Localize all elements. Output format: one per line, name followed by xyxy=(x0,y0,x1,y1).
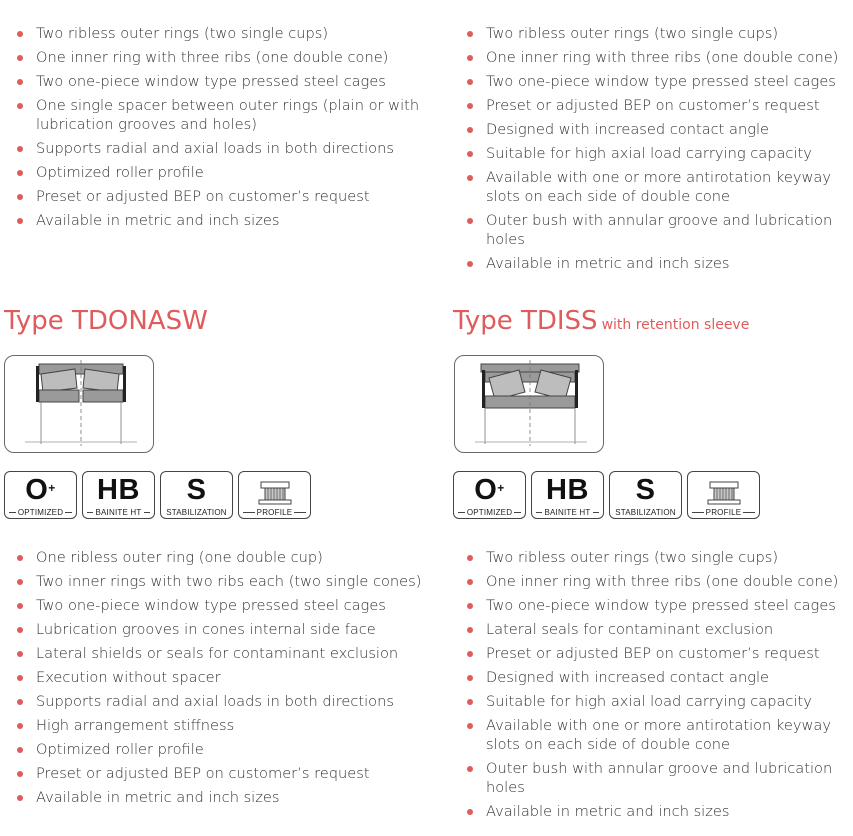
bullet-icon xyxy=(17,170,23,176)
list-item xyxy=(450,668,853,687)
list-item xyxy=(0,572,430,591)
bullet-icon xyxy=(17,103,23,109)
list-item-text: Available in metric and inch sizes xyxy=(486,803,730,821)
list-item xyxy=(450,692,853,711)
badge-caption: PROFILE xyxy=(705,508,742,517)
badge-symbol: O+ xyxy=(25,474,56,506)
bullet-icon xyxy=(17,603,23,609)
list-item xyxy=(0,48,430,67)
badge-stabilization xyxy=(160,471,233,519)
badge-caption: OPTIMIZED xyxy=(17,508,64,517)
list-item-text: High arrangement stiffness xyxy=(36,717,235,734)
list-item-text: Two ribless outer rings (two single cups) xyxy=(486,25,779,42)
bullet-icon xyxy=(17,194,23,200)
tdiss-bearing-diagram xyxy=(454,355,604,453)
list-item xyxy=(0,548,430,567)
list-item-text: Two one-piece window type pressed steel cages xyxy=(36,597,386,614)
list-item-text: Two one-piece window type pressed steel cages xyxy=(36,73,386,90)
bullet-icon xyxy=(467,151,473,157)
list-item-text: Designed with increased contact angle xyxy=(486,669,770,686)
list-item-text: Two inner rings with two ribs each (two single cones) xyxy=(36,573,422,590)
list-item xyxy=(0,211,430,230)
bullet-icon xyxy=(467,218,473,224)
bullet-icon xyxy=(467,31,473,37)
list-item xyxy=(0,187,430,206)
list-item xyxy=(0,788,430,807)
badge-symbol: O+ xyxy=(474,474,505,506)
bullet-icon xyxy=(17,699,23,705)
list-item xyxy=(450,72,853,91)
bullet-icon xyxy=(467,675,473,681)
profile-icon xyxy=(255,476,295,506)
list-item-text: Two ribless outer rings (two single cups) xyxy=(36,25,329,42)
list-item xyxy=(0,764,430,783)
bullet-icon xyxy=(467,809,473,815)
list-item-text: Available in metric and inch sizes xyxy=(486,255,730,273)
list-item-text: Available in metric and inch sizes xyxy=(36,212,280,230)
list-item-text: Designed with increased contact angle xyxy=(486,121,770,138)
bullet-icon xyxy=(467,55,473,61)
list-item xyxy=(450,548,853,567)
bullet-icon xyxy=(17,31,23,37)
list-item-text: Two one-piece window type pressed steel cages xyxy=(486,73,836,90)
tdonasw-feature-section xyxy=(0,548,430,812)
badge-stabilization xyxy=(609,471,682,519)
list-item xyxy=(450,144,853,163)
bullet-icon xyxy=(467,699,473,705)
list-item-text: Suitable for high axial load carrying capacity xyxy=(486,145,812,162)
list-item-text: One ribless outer ring (one double cup) xyxy=(36,549,323,566)
badge-profile xyxy=(238,471,311,519)
tdonasw-bearing-drawing xyxy=(5,356,152,451)
badge-symbol: HB xyxy=(546,474,589,506)
list-item xyxy=(450,168,853,206)
list-item-text: Two ribless outer rings (two single cups) xyxy=(486,549,779,566)
badge-bainite-ht xyxy=(82,471,155,519)
badge-symbol: HB xyxy=(97,474,140,506)
list-item xyxy=(0,596,430,615)
list-item xyxy=(0,620,430,639)
badge-caption: OPTIMIZED xyxy=(466,508,513,517)
tdonasw-title xyxy=(4,306,208,336)
list-item xyxy=(450,802,853,821)
bullet-icon xyxy=(467,579,473,585)
list-item-text: Preset or adjusted BEP on customer’s request xyxy=(486,97,820,114)
bullet-icon xyxy=(467,651,473,657)
top-right-feature-section xyxy=(450,24,853,278)
list-item xyxy=(0,668,430,687)
list-item xyxy=(0,139,430,158)
list-item xyxy=(450,96,853,115)
bullet-icon xyxy=(467,127,473,133)
tdiss-feature-badges xyxy=(453,471,760,519)
list-item-text: Lubrication grooves in cones internal side face xyxy=(36,621,376,638)
badge-profile xyxy=(687,471,760,519)
tdiss-bearing-drawing xyxy=(455,356,602,451)
list-item xyxy=(0,96,430,134)
tdiss-feature-section xyxy=(450,548,853,826)
list-item-text: Optimized roller profile xyxy=(36,741,204,758)
tdonasw-feature-badges xyxy=(4,471,311,519)
bullet-icon xyxy=(17,747,23,753)
list-item xyxy=(450,716,853,754)
bullet-icon xyxy=(467,723,473,729)
bullet-icon xyxy=(467,555,473,561)
list-item-text: Lateral shields or seals for contaminant exclusion xyxy=(36,645,399,662)
list-item xyxy=(450,120,853,139)
badge-bainite-ht xyxy=(531,471,604,519)
list-item xyxy=(0,72,430,91)
bullet-icon xyxy=(17,579,23,585)
list-item-text: Outer bush with annular groove and lubrication holes xyxy=(486,760,833,797)
tdiss-title-text: Type TDISS xyxy=(453,306,598,336)
bullet-icon xyxy=(467,261,473,267)
list-item-text: Lateral seals for contaminant exclusion xyxy=(486,621,774,638)
list-item xyxy=(450,48,853,67)
badge-caption: PROFILE xyxy=(256,508,293,517)
bullet-icon xyxy=(467,175,473,181)
list-item-text: Available with one or more antirotation keyway slots on each side of double cone xyxy=(486,169,831,206)
badge-optimized xyxy=(4,471,77,519)
bullet-icon xyxy=(467,766,473,772)
list-item xyxy=(450,254,853,273)
list-item xyxy=(450,596,853,615)
list-item xyxy=(450,759,853,797)
top-left-feature-list xyxy=(0,24,430,230)
bullet-icon xyxy=(17,146,23,152)
badge-symbol: S xyxy=(635,474,656,506)
list-item-text: Outer bush with annular groove and lubrication holes xyxy=(486,212,833,249)
bullet-icon xyxy=(467,79,473,85)
list-item-text: Available with one or more antirotation keyway slots on each side of double cone xyxy=(486,717,831,754)
badge-caption: STABILIZATION xyxy=(615,508,676,517)
badge-symbol: S xyxy=(186,474,207,506)
bullet-icon xyxy=(17,218,23,224)
list-item-text: One inner ring with three ribs (one double cone) xyxy=(486,49,839,66)
list-item xyxy=(450,24,853,43)
list-item-text: Preset or adjusted BEP on customer’s request xyxy=(486,645,820,662)
list-item-text: Optimized roller profile xyxy=(36,164,204,182)
list-item-text: Supports radial and axial loads in both directions xyxy=(36,140,394,158)
tdonasw-bearing-diagram xyxy=(4,355,154,453)
top-left-feature-section xyxy=(0,24,430,235)
badge-caption: STABILIZATION xyxy=(166,508,227,517)
list-item-text: Preset or adjusted BEP on customer’s request xyxy=(36,188,370,206)
list-item xyxy=(0,644,430,663)
list-item-text: Two one-piece window type pressed steel cages xyxy=(486,597,836,614)
list-item xyxy=(0,716,430,735)
bullet-icon xyxy=(17,651,23,657)
list-item xyxy=(0,24,430,43)
list-item-text: Execution without spacer xyxy=(36,669,221,686)
list-item xyxy=(0,692,430,711)
list-item-text: Available in metric and inch sizes xyxy=(36,789,280,806)
bullet-icon xyxy=(17,55,23,61)
list-item xyxy=(450,620,853,639)
list-item xyxy=(450,572,853,591)
bullet-icon xyxy=(467,103,473,109)
profile-icon xyxy=(704,476,744,506)
badge-caption: BAINITE HT xyxy=(544,508,591,517)
badge-optimized xyxy=(453,471,526,519)
list-item xyxy=(0,163,430,182)
list-item-text: One inner ring with three ribs (one double cone) xyxy=(36,49,389,66)
bullet-icon xyxy=(467,603,473,609)
list-item xyxy=(450,644,853,663)
bullet-icon xyxy=(17,627,23,633)
list-item-text: Supports radial and axial loads in both directions xyxy=(36,693,394,710)
list-item-text: Suitable for high axial load carrying capacity xyxy=(486,693,812,710)
tdonasw-title-text: Type TDONASW xyxy=(4,306,208,336)
tdiss-title xyxy=(453,306,749,336)
tdiss-feature-list xyxy=(450,548,853,822)
list-item-text: One inner ring with three ribs (one double cone) xyxy=(486,573,839,590)
tdiss-subtitle: with retention sleeve xyxy=(601,317,750,333)
badge-caption: BAINITE HT xyxy=(95,508,142,517)
bullet-icon xyxy=(17,555,23,561)
tdonasw-feature-list xyxy=(0,548,430,807)
list-item-text: One single spacer between outer rings (plain or with lubrication grooves and holes) xyxy=(36,97,420,134)
top-right-feature-list xyxy=(450,24,853,274)
bullet-icon xyxy=(467,627,473,633)
bullet-icon xyxy=(17,79,23,85)
list-item-text: Preset or adjusted BEP on customer’s request xyxy=(36,765,370,782)
bullet-icon xyxy=(17,723,23,729)
bullet-icon xyxy=(17,771,23,777)
bullet-icon xyxy=(17,795,23,801)
list-item xyxy=(0,740,430,759)
bullet-icon xyxy=(17,675,23,681)
list-item xyxy=(450,211,853,249)
